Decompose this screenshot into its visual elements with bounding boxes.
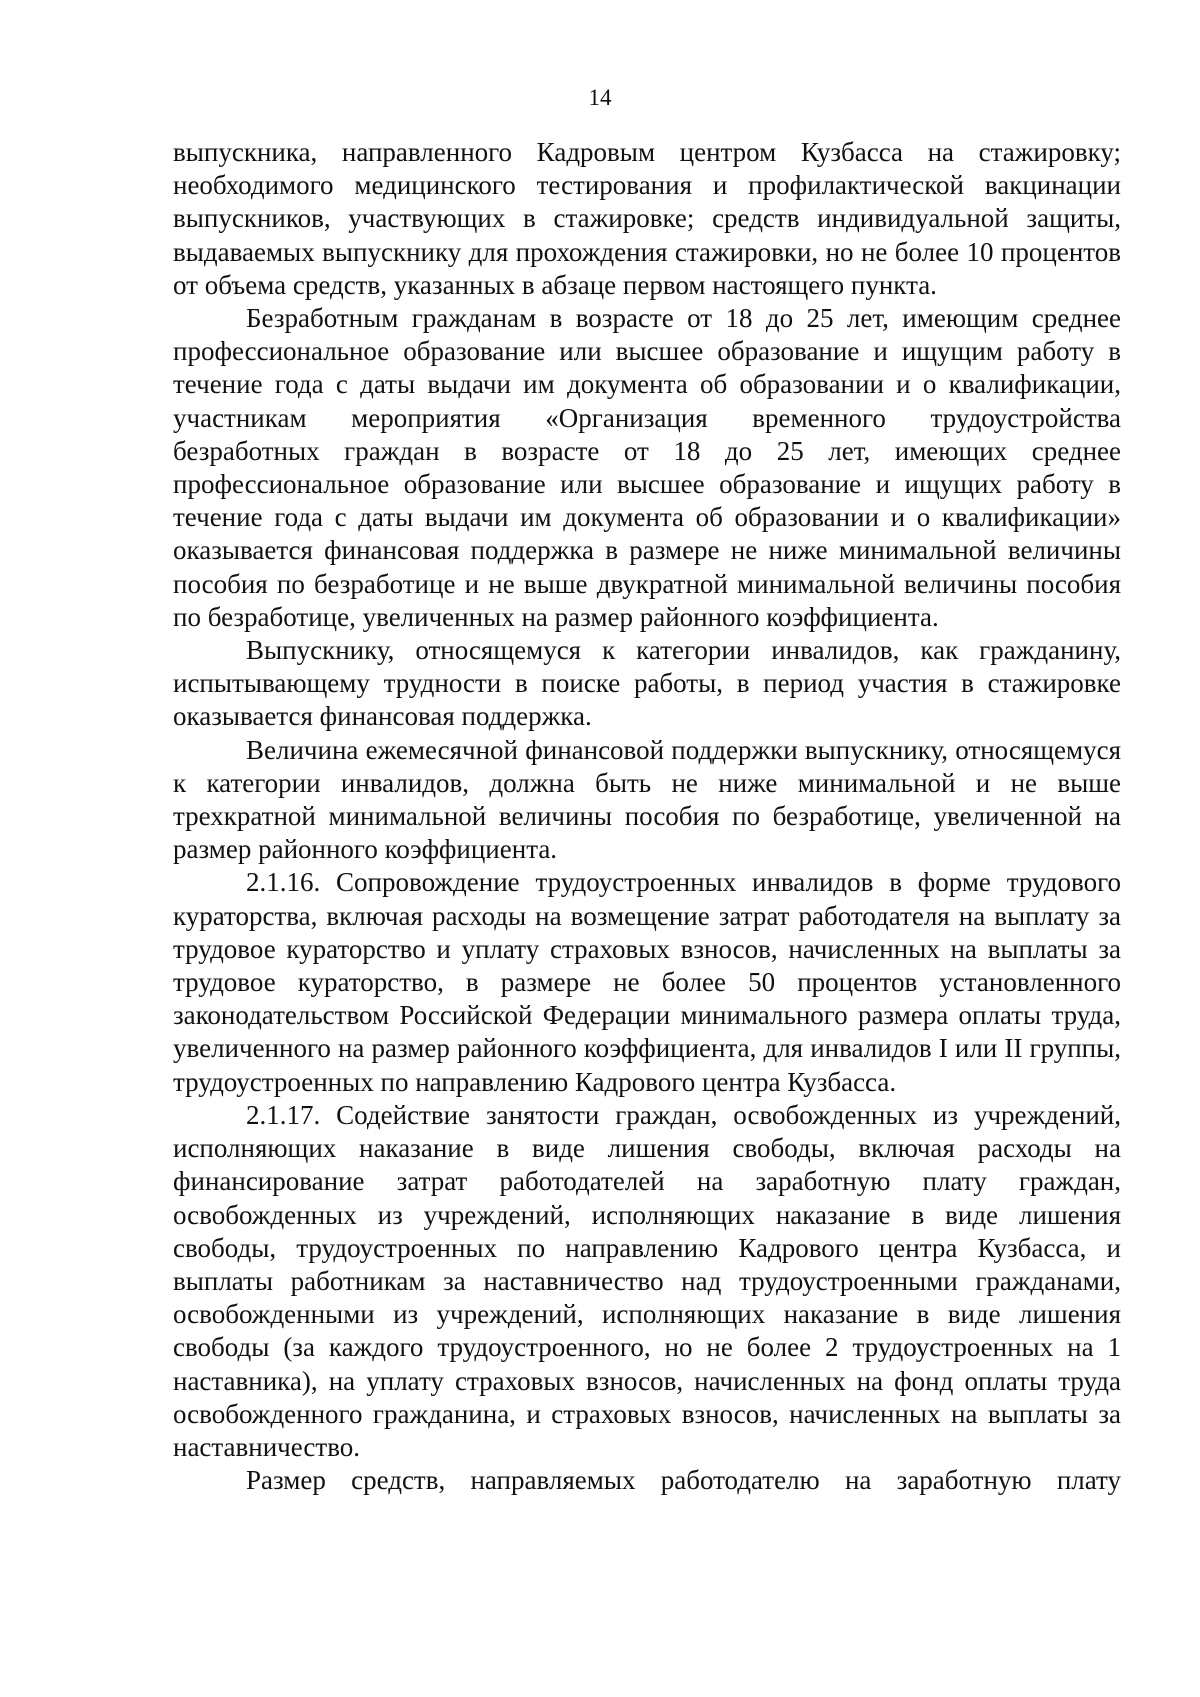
paragraph-disabled-graduate-support: Выпускнику, относящемуся к категории инвалидов, как гражданину, испытывающему трудности в поиске работы, в период участия в стажировке оказывается финансовая поддержка. (173, 635, 1121, 732)
paragraph-section-2-1-16: 2.1.16. Сопровождение трудоустроенных инвалидов в форме трудового кураторства, включая расходы на возмещение затрат работодателя на выплату за трудовое кураторство и уплату страховых взносов, начисленных на выплаты за трудовое кураторство, в размере не более 50 процентов установленного законодательством Российской Федерации минимального размера оплаты труда, увеличенного на размер районного коэффициента, для инвалидов I или II группы, трудоустроенных по направлению Кадрового центра Кузбасса. (173, 867, 1121, 1097)
paragraph-support-amount: Величина ежемесячной финансовой поддержки выпускнику, относящемуся к категории инвалидов, должна быть не ниже минимальной и не выше трехкратной минимальной величины пособия по безработице, увеличенной на размер районного коэффициента. (173, 734, 1121, 865)
paragraph-unemployed-support: Безработным гражданам в возрасте от 18 до 25 лет, имеющим среднее профессиональное образование или высшее образование и ищущим работу в течение года с даты выдачи им документа об образовании и о квалификации, участникам мероприятия «Организация временного трудоустройства безработных граждан в возрасте от 18 до 25 лет, имеющих среднее профессиональное образование или высшее образование и ищущих работу в течение года с даты выдачи им документа об образовании и о квалификации» оказывается финансовая поддержка в размере не ниже минимальной величины пособия по безработице и не выше двукратной минимальной величины пособия по безработице, увеличенных на размер районного коэффициента. (173, 303, 1121, 632)
paragraph-section-2-1-17: 2.1.17. Содействие занятости граждан, освобожденных из учреждений, исполняющих наказание в виде лишения свободы, включая расходы на финансирование затрат работодателей на заработную плату граждан, освобожденных из учреждений, исполняющих наказание в виде лишения свободы, трудоустроенных по направлению Кадрового центра Кузбасса, и выплаты работникам за наставничество над трудоустроенными гражданами, освобожденными из учреждений, исполняющих наказание в виде лишения свободы (за каждого трудоустроенного, но не более 2 трудоустроенных на 1 наставника), на уплату страховых взносов, начисленных на фонд оплаты труда освобожденного гражданина, и страховых взносов, начисленных на выплаты за наставничество. (173, 1099, 1121, 1462)
page-number: 14 (588, 85, 612, 110)
document-body (173, 136, 1121, 1497)
paragraph-continuation: выпускника, направленного Кадровым центром Кузбасса на стажировку; необходимого медицинского тестирования и профилактической вакцинации выпускников, участвующих в стажировке; средств индивидуальной защиты, выдаваемых выпускнику для прохождения стажировки, но не более 10 процентов от объема средств, указанных в абзаце первом настоящего пункта. (173, 137, 1121, 300)
paragraph-salary-funds: Размер средств, направляемых работодателю на заработную плату (246, 1465, 1121, 1496)
